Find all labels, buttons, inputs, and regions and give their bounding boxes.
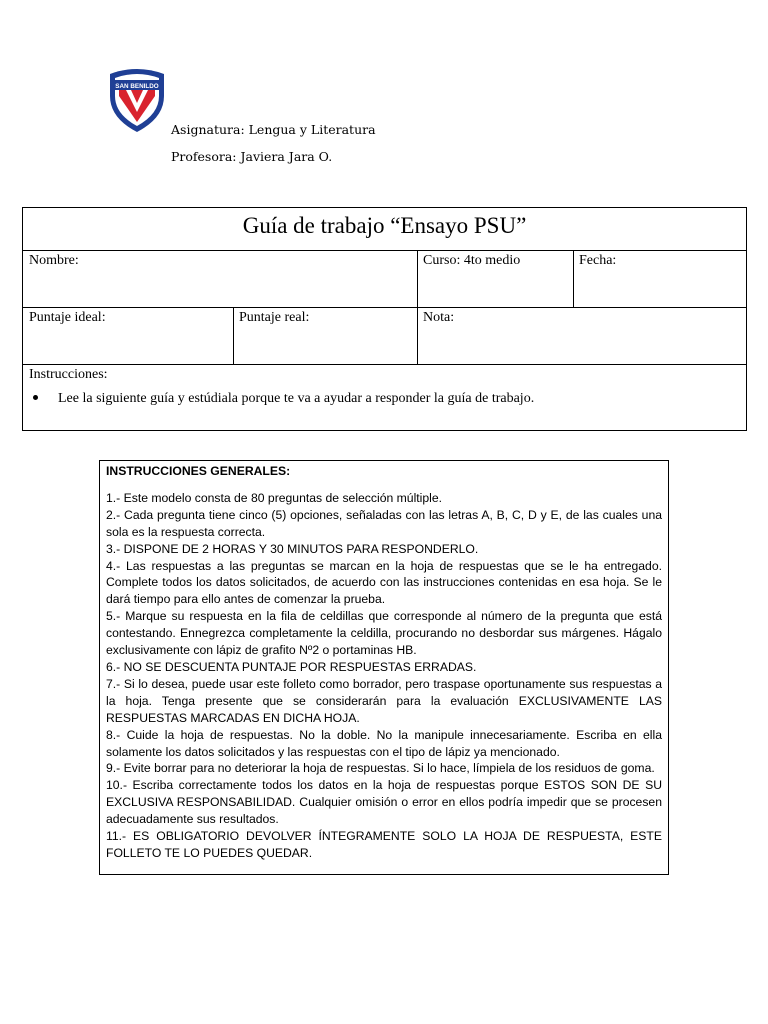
instruction-item-6: 6.- NO SE DESCUENTA PUNTAJE POR RESPUESTAS ERRADAS. <box>106 659 477 674</box>
real-score-cell[interactable] <box>233 308 417 365</box>
general-instructions-box <box>99 460 669 875</box>
teacher-line: Profesora: Javiera Jara O. <box>171 149 333 164</box>
date-label: Fecha: <box>579 253 617 268</box>
divider <box>417 251 418 365</box>
instructions-cell <box>23 365 746 431</box>
course-label: Curso: 4to medio <box>423 253 521 268</box>
ideal-score-cell[interactable] <box>23 308 233 365</box>
instruction-bullet-text: Lee la siguiente guía y estúdiala porque te va a ayudar a responder la guía de trabajo. <box>58 391 535 406</box>
grade-label: Nota: <box>423 310 455 325</box>
name-cell[interactable] <box>23 251 417 308</box>
instruction-item-4: 4.- Las respuestas a las preguntas se marcan en la hoja de respuestas que se le ha entregado. Complete todos los datos solicitados, de acuerdo con las instrucciones contenidas en esa hoja. Se le dará tiempo para ello antes de comenzar la prueba. <box>106 558 662 607</box>
school-logo <box>106 66 168 134</box>
general-instructions-title: INSTRUCCIONES GENERALES: <box>106 464 291 478</box>
instruction-item-2: 2.- Cada pregunta tiene cinco (5) opciones, señaladas con las letras A, B, C, D y E, de las cuales una sola es la respuesta correcta. <box>106 507 662 539</box>
name-label: Nombre: <box>29 253 79 268</box>
instruction-item-10: 10.- Escriba correctamente todos los datos en la hoja de respuestas porque ESTOS SON DE SU EXCLUSIVA RESPONSABILIDAD. Cualquier omisión o error en ellos podría impedir que se procesen adecuadamente sus resultados. <box>106 778 662 827</box>
divider <box>573 251 574 308</box>
worksheet-title: Guía de trabajo “Ensayo PSU” <box>23 208 746 251</box>
grade-cell[interactable] <box>417 308 747 365</box>
instruction-item-3: 3.- DISPONE DE 2 HORAS Y 30 MINUTOS PARA RESPONDERLO. <box>106 541 479 556</box>
worksheet-info-table <box>22 207 747 431</box>
date-cell[interactable] <box>573 251 747 308</box>
instruction-item-5: 5.- Marque su respuesta en la fila de celdillas que corresponde al número de la pregunta que está contestando. Ennegrezca completamente la celdilla, procurando no desbordar sus márgenes. Hágalo exclusivamente con lápiz de grafito Nº2 o portaminas HB. <box>106 609 662 658</box>
ideal-score-label: Puntaje ideal: <box>29 310 106 325</box>
instruction-item-9: 9.- Evite borrar para no deteriorar la hoja de respuestas. Si lo hace, límpiela de los residuos de goma. <box>106 761 655 776</box>
subject-line: Asignatura: Lengua y Literatura <box>171 122 376 137</box>
real-score-label: Puntaje real: <box>239 310 310 325</box>
instruction-bullet-item <box>33 391 534 407</box>
divider <box>233 308 234 365</box>
bullet-icon <box>33 395 38 400</box>
logo-text: SAN BENILDO <box>115 83 159 90</box>
instruction-item-11: 11.- ES OBLIGATORIO DEVOLVER ÍNTEGRAMENTE SOLO LA HOJA DE RESPUESTA, ESTE FOLLETO TE LO PUEDES QUEDAR. <box>106 829 662 860</box>
instruction-item-7: 7.- Si lo desea, puede usar este folleto como borrador, pero traspase oportunamente sus respuestas a la hoja. Tenga presente que se considerarán para la evaluación EXCLUSIVAMENTE LAS RESPUESTAS MARCADAS EN DICHA HOJA. <box>106 676 662 725</box>
instructions-label: Instrucciones: <box>29 367 108 382</box>
course-cell <box>417 251 573 308</box>
instruction-item-1: 1.- Este modelo consta de 80 preguntas de selección múltiple. <box>106 490 443 505</box>
instruction-item-8: 8.- Cuide la hoja de respuestas. No la doble. No la manipule innecesariamente. Escriba en ella solamente los datos solicitados y las respuestas con el tipo de lápiz ya mencionado. <box>106 727 662 759</box>
